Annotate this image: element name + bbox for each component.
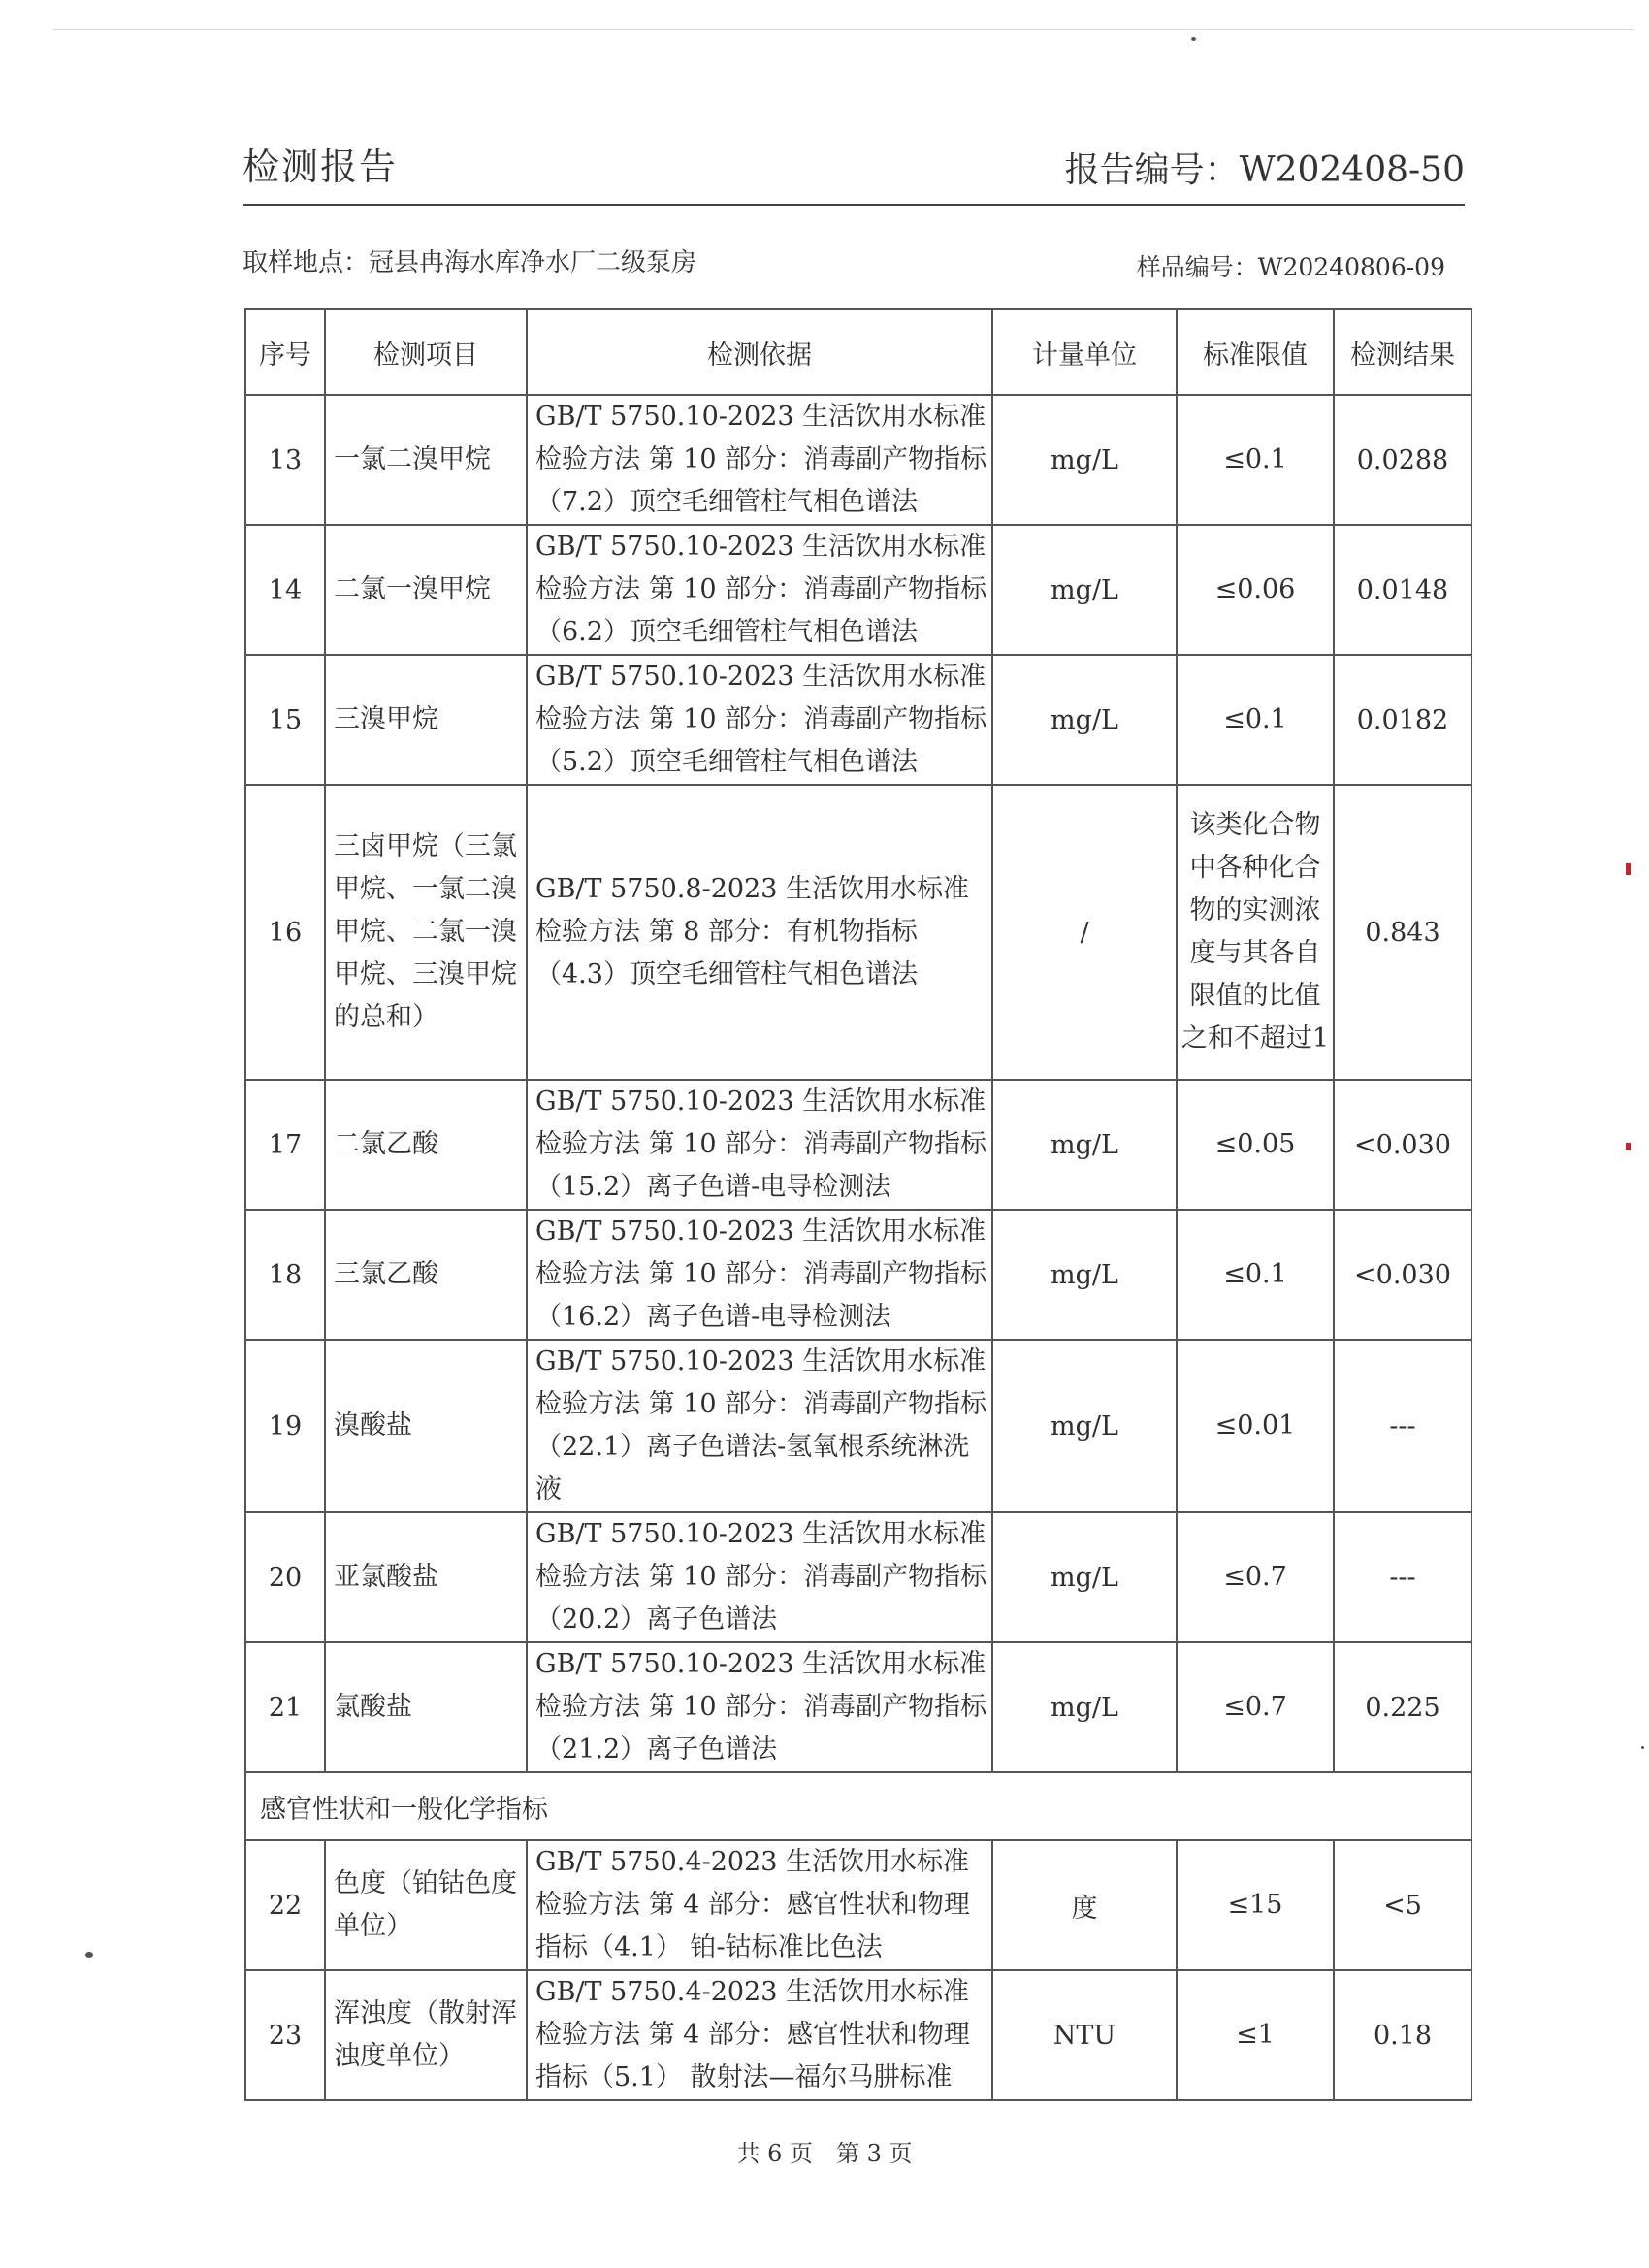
standard-limit: ≤0.1	[1177, 655, 1334, 785]
table-row	[245, 395, 1471, 525]
standard-limit: ≤0.05	[1177, 1080, 1334, 1210]
section-label: 感官性状和一般化学指标	[245, 1772, 1471, 1840]
test-result: 0.843	[1334, 785, 1471, 1080]
test-basis: GB/T 5750.10-2023 生活饮用水标准检验方法 第 10 部分：消毒副产物指标（21.2）离子色谱法	[527, 1642, 992, 1772]
row-number: 15	[245, 655, 325, 785]
scan-speck	[1641, 1746, 1644, 1749]
unit: mg/L	[992, 1512, 1177, 1642]
row-number: 17	[245, 1080, 325, 1210]
standard-limit: 该类化合物中各种化合物的实测浓度与其各自限值的比值之和不超过1	[1177, 785, 1334, 1080]
col-header-no: 序号	[245, 309, 325, 395]
test-basis: GB/T 5750.10-2023 生活饮用水标准检验方法 第 10 部分：消毒副产物指标（20.2）离子色谱法	[527, 1512, 992, 1642]
table-row	[245, 1840, 1471, 1970]
report-number: 报告编号：W202408-50	[1064, 150, 1465, 190]
sampling-location: 取样地点：冠县冉海水库净水厂二级泵房	[242, 248, 697, 277]
standard-limit: ≤0.7	[1177, 1642, 1334, 1772]
test-basis: GB/T 5750.10-2023 生活饮用水标准检验方法 第 10 部分：消毒副产物指标（15.2）离子色谱-电导检测法	[527, 1080, 992, 1210]
test-basis: GB/T 5750.8-2023 生活饮用水标准检验方法 第 8 部分：有机物指标（4.3）顶空毛细管柱气相色谱法	[527, 785, 992, 1080]
scan-speck	[1191, 37, 1196, 41]
row-number: 16	[245, 785, 325, 1080]
test-basis: GB/T 5750.10-2023 生活饮用水标准检验方法 第 10 部分：消毒副产物指标（6.2）顶空毛细管柱气相色谱法	[527, 525, 992, 655]
test-basis: GB/T 5750.4-2023 生活饮用水标准检验方法 第 4 部分：感官性状和物理指标（5.1） 散射法—福尔马肼标准	[527, 1970, 992, 2100]
test-result: ---	[1334, 1512, 1471, 1642]
test-item: 氯酸盐	[325, 1642, 527, 1772]
results-table	[244, 308, 1472, 2101]
test-result: 0.18	[1334, 1970, 1471, 2100]
unit: 度	[992, 1840, 1177, 1970]
page-title: 检测报告	[242, 146, 399, 188]
standard-limit: ≤0.01	[1177, 1340, 1334, 1512]
test-result: 0.0288	[1334, 395, 1471, 525]
scan-speck	[85, 1952, 93, 1958]
unit: /	[992, 785, 1177, 1080]
table-row	[245, 1210, 1471, 1340]
test-result: ---	[1334, 1340, 1471, 1512]
row-number: 23	[245, 1970, 325, 2100]
standard-limit: ≤0.7	[1177, 1512, 1334, 1642]
table-row	[245, 1642, 1471, 1772]
unit: mg/L	[992, 1080, 1177, 1210]
table-row	[245, 1512, 1471, 1642]
unit: mg/L	[992, 1340, 1177, 1512]
test-item: 浑浊度（散射浑浊度单位）	[325, 1970, 527, 2100]
table-header-row	[245, 309, 1471, 395]
row-number: 22	[245, 1840, 325, 1970]
test-item: 一氯二溴甲烷	[325, 395, 527, 525]
test-basis: GB/T 5750.10-2023 生活饮用水标准检验方法 第 10 部分：消毒副产物指标（7.2）顶空毛细管柱气相色谱法	[527, 395, 992, 525]
standard-limit: ≤0.06	[1177, 525, 1334, 655]
report-header	[242, 131, 1465, 206]
test-item: 溴酸盐	[325, 1340, 527, 1512]
table-body-a	[245, 395, 1471, 1772]
col-header-basis: 检测依据	[527, 309, 992, 395]
standard-limit: ≤0.1	[1177, 1210, 1334, 1340]
row-number: 14	[245, 525, 325, 655]
unit: mg/L	[992, 525, 1177, 655]
row-number: 20	[245, 1512, 325, 1642]
col-header-unit: 计量单位	[992, 309, 1177, 395]
unit: mg/L	[992, 1210, 1177, 1340]
table-row	[245, 1080, 1471, 1210]
unit: NTU	[992, 1970, 1177, 2100]
test-item: 三氯乙酸	[325, 1210, 527, 1340]
sample-number: 样品编号：W20240806-09	[1136, 253, 1445, 281]
test-basis: GB/T 5750.4-2023 生活饮用水标准检验方法 第 4 部分：感官性状和物理指标（4.1） 铂-钴标准比色法	[527, 1840, 992, 1970]
unit: mg/L	[992, 1642, 1177, 1772]
standard-limit: ≤0.1	[1177, 395, 1334, 525]
table-row	[245, 785, 1471, 1080]
test-item: 二氯乙酸	[325, 1080, 527, 1210]
unit: mg/L	[992, 655, 1177, 785]
test-result: 0.225	[1334, 1642, 1471, 1772]
col-header-result: 检测结果	[1334, 309, 1471, 395]
row-number: 19	[245, 1340, 325, 1512]
table-row	[245, 1340, 1471, 1512]
test-item: 三卤甲烷（三氯甲烷、一氯二溴甲烷、二氯一溴甲烷、三溴甲烷的总和）	[325, 785, 527, 1080]
test-result: 0.0182	[1334, 655, 1471, 785]
col-header-limit: 标准限值	[1177, 309, 1334, 395]
col-header-item: 检测项目	[325, 309, 527, 395]
table-row	[245, 655, 1471, 785]
test-result: <0.030	[1334, 1080, 1471, 1210]
scan-edge-line	[53, 29, 1634, 30]
test-basis: GB/T 5750.10-2023 生活饮用水标准检验方法 第 10 部分：消毒副产物指标（5.2）顶空毛细管柱气相色谱法	[527, 655, 992, 785]
row-number: 13	[245, 395, 325, 525]
scan-mark	[1626, 863, 1631, 875]
test-result: <5	[1334, 1840, 1471, 1970]
table-row	[245, 1970, 1471, 2100]
test-item: 亚氯酸盐	[325, 1512, 527, 1642]
table-body-b	[245, 1840, 1471, 2100]
standard-limit: ≤15	[1177, 1840, 1334, 1970]
table-row	[245, 525, 1471, 655]
test-item: 色度（铂钴色度单位）	[325, 1840, 527, 1970]
standard-limit: ≤1	[1177, 1970, 1334, 2100]
test-item: 二氯一溴甲烷	[325, 525, 527, 655]
section-body	[245, 1772, 1471, 1840]
test-result: <0.030	[1334, 1210, 1471, 1340]
row-number: 18	[245, 1210, 325, 1340]
test-basis: GB/T 5750.10-2023 生活饮用水标准检验方法 第 10 部分：消毒副产物指标（22.1）离子色谱法-氢氧根系统淋洗液	[527, 1340, 992, 1512]
section-row	[245, 1772, 1471, 1840]
page-footer: 共 6 页 第 3 页	[736, 2140, 913, 2167]
test-result: 0.0148	[1334, 525, 1471, 655]
scan-mark	[1626, 1143, 1631, 1150]
row-number: 21	[245, 1642, 325, 1772]
test-item: 三溴甲烷	[325, 655, 527, 785]
unit: mg/L	[992, 395, 1177, 525]
test-basis: GB/T 5750.10-2023 生活饮用水标准检验方法 第 10 部分：消毒副产物指标（16.2）离子色谱-电导检测法	[527, 1210, 992, 1340]
